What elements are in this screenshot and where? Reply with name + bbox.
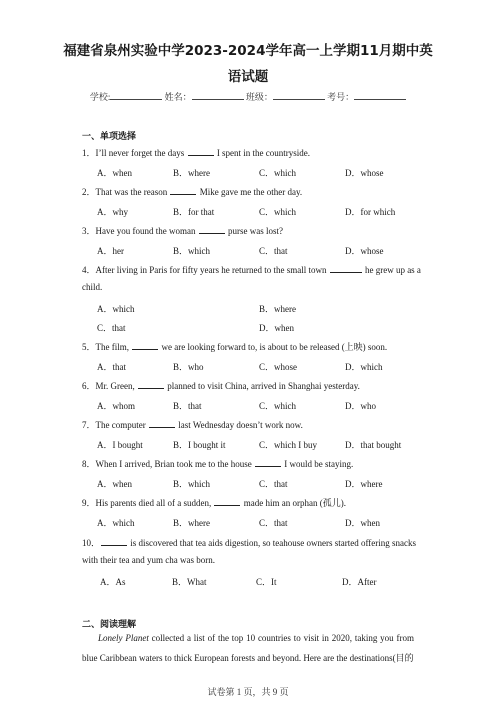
question-1-options [97, 166, 427, 178]
answer-blank [132, 341, 158, 350]
option-a[interactable]: A．when [97, 168, 132, 178]
class-blank[interactable] [273, 90, 325, 100]
option-d[interactable]: D．where [345, 479, 383, 489]
question-6-options [97, 399, 427, 411]
question-7: 7．The computer last Wednesday doesn’t work now. [82, 420, 303, 430]
option-b[interactable]: B．for that [173, 207, 215, 217]
option-b[interactable]: B．who [173, 362, 204, 372]
name-blank[interactable] [192, 90, 244, 100]
option-b[interactable]: B．where [173, 518, 210, 528]
reading-lead-italic: Lonely Planet [98, 633, 149, 643]
question-10: 10． is discovered that tea aids digestion, so teahouse owners started offering snacks with their tea and yum cha was born. [82, 538, 417, 565]
option-a[interactable]: A．her [97, 246, 124, 256]
reading-paragraph: Lonely Planet collected a list of the top 10 countries to visit in 2020, taking you from blue Caribbean waters to thick European forests and beyond. Here are the destinations(目的 [82, 633, 414, 663]
option-b[interactable]: B．I bought it [173, 440, 226, 450]
option-a[interactable]: A．which [97, 518, 135, 528]
class-label: 班级： [245, 92, 273, 102]
answer-blank [199, 225, 225, 234]
option-d[interactable]: D．whose [345, 168, 384, 178]
question-2-options [97, 205, 427, 217]
question-8-options [97, 477, 427, 489]
option-c[interactable]: C．whose [259, 362, 297, 372]
option-a[interactable]: A．As [100, 577, 126, 587]
option-d[interactable]: D．whose [345, 246, 384, 256]
option-a[interactable]: A．which [97, 304, 135, 314]
answer-blank [188, 147, 214, 156]
option-d[interactable]: D．when [259, 323, 294, 333]
option-d[interactable]: D．for which [345, 207, 396, 217]
question-3-options [97, 244, 427, 256]
question-10-options [100, 575, 430, 587]
option-c[interactable]: C．which [259, 207, 296, 217]
option-c[interactable]: C．which [259, 168, 296, 178]
question-1: 1．I’ll never forget the days I spent in the countryside. [82, 148, 311, 158]
section-heading-reading: 二、阅读理解 [82, 620, 137, 630]
question-4: 4．After living in Paris for fifty years he returned to the small town he grew up as a child. [82, 265, 421, 292]
answer-blank [138, 380, 164, 389]
question-4-options-row1 [97, 302, 427, 314]
option-b[interactable]: B．that [173, 401, 202, 411]
option-b[interactable]: B．which [173, 246, 210, 256]
question-4-options-row2 [97, 321, 427, 333]
option-d[interactable]: D．which [345, 362, 383, 372]
option-b[interactable]: B．where [259, 304, 296, 314]
school-blank[interactable] [110, 90, 162, 100]
question-6: 6．Mr. Green, planned to visit China, arrived in Shanghai yesterday. [82, 381, 360, 391]
option-b[interactable]: B．where [173, 168, 210, 178]
option-a[interactable]: A．whom [97, 401, 135, 411]
exam-title-line2: 语试题 [227, 69, 269, 85]
option-c[interactable]: C．that [259, 479, 288, 489]
number-blank[interactable] [354, 90, 406, 100]
option-a[interactable]: A．when [97, 479, 132, 489]
question-5-options [97, 360, 427, 372]
question-3: 3．Have you found the woman purse was lost? [82, 226, 283, 236]
option-d[interactable]: D．who [345, 401, 376, 411]
name-label: 姓名： [164, 92, 192, 102]
option-d[interactable]: D．that bought [345, 440, 402, 450]
option-a[interactable]: A．I bought [97, 440, 143, 450]
school-label: 学校: [89, 92, 111, 102]
answer-blank [170, 186, 196, 195]
option-b[interactable]: B．What [172, 577, 207, 587]
option-c[interactable]: C．that [259, 246, 288, 256]
question-2: 2．That was the reason Mike gave me the other day. [82, 187, 303, 197]
option-c[interactable]: C．which I buy [259, 440, 317, 450]
number-label: 考号： [327, 92, 355, 102]
option-b[interactable]: B．which [173, 479, 210, 489]
answer-blank [330, 264, 362, 273]
answer-blank [255, 458, 281, 467]
option-d[interactable]: D．After [342, 577, 377, 587]
question-7-options [97, 438, 427, 450]
answer-blank [149, 419, 175, 428]
exam-title-line1: 福建省泉州实验中学2023-2024学年高一上学期11月期中英 [63, 43, 433, 59]
option-c[interactable]: C．It [256, 577, 277, 587]
option-c[interactable]: C．that [259, 518, 288, 528]
option-c[interactable]: C．that [97, 323, 126, 333]
answer-blank [101, 537, 127, 546]
answer-blank [214, 497, 240, 506]
student-info-line [0, 90, 496, 103]
question-9: 9．His parents died all of a sudden, made him an orphan (孤儿). [82, 498, 346, 508]
option-a[interactable]: A．that [97, 362, 126, 372]
option-c[interactable]: C．which [259, 401, 296, 411]
question-9-options [97, 516, 427, 528]
option-d[interactable]: D．when [345, 518, 380, 528]
question-5: 5．The film, we are looking forward to, is about to be released (上映) soon. [82, 342, 388, 352]
section-heading-single-choice: 一、单项选择 [82, 132, 137, 142]
question-8: 8．When I arrived, Brian took me to the house I would be staying. [82, 459, 354, 469]
option-a[interactable]: A．why [97, 207, 128, 217]
page-footer: 试卷第 1 页，共 9 页 [207, 687, 289, 697]
